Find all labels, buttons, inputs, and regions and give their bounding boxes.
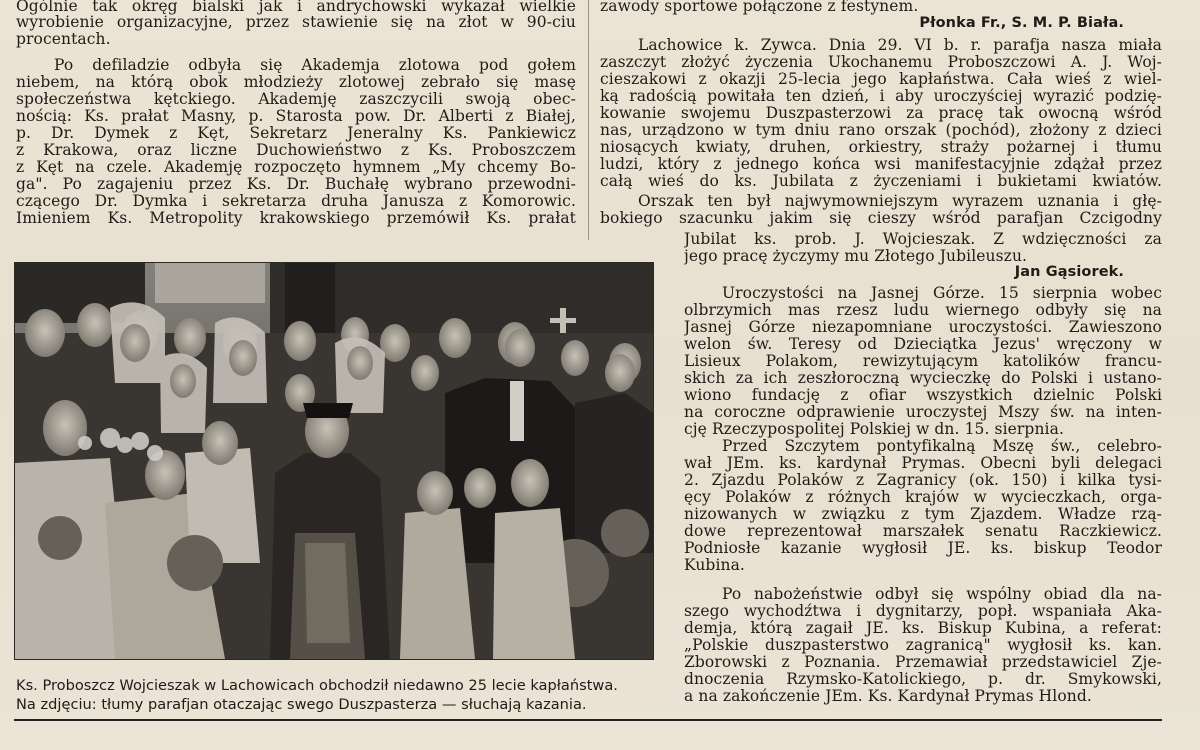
text-line: Ogólnie tak okręg bialski jak i andrychowski wykazał wielkie (16, 0, 576, 15)
text-line: z Kęt na czele. Akademję rozpoczęto hymnem „My chcemy Bo- (16, 159, 576, 176)
text-line: społeczeństwa kętckiego. Akademję zaszczycili swoją obec- (16, 91, 576, 108)
text-line: na coroczne odprawienie uroczystej Mszy św. na inten- (684, 404, 1162, 421)
text-line: Imieniem Ks. Metropolity krakowskiego przemówił Ks. prałat (16, 210, 576, 227)
text-line: czącego Dr. Dymka i sekretarza druha Janusza z Komorowic. (16, 193, 576, 210)
text-line: Po nabożeństwie odbył się wspólny obiad dla na- (722, 586, 1162, 603)
photo-crowd-icon (15, 263, 653, 659)
signature: Jan Gąsiorek. (1014, 264, 1124, 280)
text-line: Podniosłe kazanie wygłosił JE. ks. biskup Teodor (684, 540, 1162, 557)
text-line: zawody sportowe połączone z festynem. (600, 0, 919, 15)
text-line: niebem, na którą obok młodzieży zlotowej zebrało się masę (16, 74, 576, 91)
text-line: ga". Po zagajeniu przez Ks. Dr. Buchałę wybrano przewodni- (16, 176, 576, 193)
text-line: Przed Szczytem pontyfikalną Mszę św., celebro- (722, 438, 1162, 455)
text-line: dnoczenia Rzymsko-Katolickiego, p. dr. Smykowski, (684, 671, 1162, 688)
text-line: cieszakowi z okazji 25-lecia jego kapłaństwa. Cała wieś z wiel- (600, 71, 1162, 88)
text-line: wał JEm. ks. kardynał Prymas. Obecni byli delegaci (684, 455, 1162, 472)
text-line: Jubilat ks. prob. J. Wojcieszak. Z wdzięczności za (684, 231, 1162, 248)
text-line: Orszak ten był najwymowniejszym wyrazem uznania i głę- (638, 193, 1162, 210)
text-line: wyrobienie organizacyjne, przez stawienie się na złot w 90-ciu (16, 14, 576, 31)
text-line: Lachowice k. Żywca. Dnia 29. VI b. r. parafja nasza miała (638, 37, 1162, 54)
text-line: 2. Zjazdu Polaków z Zagranicy (ok. 150) i kilka tysi- (684, 472, 1162, 489)
text-line: dowe reprezentował marszałek senatu Raczkiewicz. (684, 523, 1162, 540)
text-line: Jasnej Górze niezapomniane uroczystości. Zawieszono (684, 319, 1162, 336)
crowd-photo (14, 262, 654, 660)
photo-caption-line2: Na zdjęciu: tłumy parafjan otaczając swego Duszpasterza — słuchają kazania. (16, 696, 587, 713)
text-line: procentach. (16, 31, 111, 48)
photo-caption-line1: Ks. Proboszcz Wojcieszak w Lachowicach obchodził niedawno 25 lecie kapłaństwa. (16, 677, 618, 694)
text-line: cję Rzeczypospolitej Polskiej w dn. 15. sierpnia. (684, 421, 1064, 438)
text-line: szego wychodźtwa i dygnitarzy, popł. wspaniała Aka- (684, 603, 1162, 620)
column-divider (588, 0, 589, 240)
text-line: demja, którą zagaił JE. ks. Biskup Kubina, a referat: (684, 620, 1162, 637)
bottom-rule-left (14, 719, 656, 721)
text-line: wiono fundację z ofiar wszystkich dzielnic Polski (684, 387, 1162, 404)
text-line: zaszczyt złożyć życzenia Ukochanemu Proboszczowi A. J. Woj- (600, 54, 1162, 71)
text-line: bokiego szacunku jakim się cieszy wśród parafjan Czcigodny (600, 210, 1162, 227)
text-line: ludzi, który z jednego końca wsi manifestacyjnie zdążał przez (600, 156, 1162, 173)
text-line: jego pracę życzymy mu Złotego Jubileuszu. (684, 248, 1028, 265)
text-line: Uroczystości na Jasnej Górze. 15 sierpnia wobec (722, 285, 1162, 302)
text-line: p. Dr. Dymek z Kęt, Sekretarz Jeneralny Ks. Pankiewicz (16, 125, 576, 142)
text-line: ęcy Polaków z różnych krajów w wycieczkach, orga- (684, 489, 1162, 506)
text-line: olbrzymich mas rzesz ludu wiernego odbyły się na (684, 302, 1162, 319)
right-column (600, 0, 1162, 720)
text-line: Zborowski z Poznania. Przemawiał przedstawiciel Zje- (684, 654, 1162, 671)
text-line: z Krakowa, oraz liczne Duchowieństwo z Ks. Proboszczem (16, 142, 576, 159)
signature: Płonka Fr., S. M. P. Biała. (919, 15, 1124, 31)
text-line: całą wieś do ks. Jubilata z życzeniami i bukietami kwiatów. (600, 173, 1162, 190)
text-line: ką radością powitała ten dzień, i aby uroczyściej wyrazić podzię- (600, 88, 1162, 105)
text-line: niosących kwiaty, druhen, orkiestry, straży pożarnej i tłumu (600, 139, 1162, 156)
text-line: skich za ich zeszłoroczną wycieczkę do Polski i ustano- (684, 370, 1162, 387)
text-line: nizowanych w związku z tym Zjazdem. Władze rzą- (684, 506, 1162, 523)
left-column (16, 0, 576, 240)
text-line: a na zakończenie JEm. Ks. Kardynał Prymas Hlond. (684, 688, 1092, 705)
text-line: kowanie swojemu Duszpasterzowi za pracę tak owocną wśród (600, 105, 1162, 122)
text-line: Lisieux Polakom, rewizytującym katolików francu- (684, 353, 1162, 370)
text-line: nas, urządzono w tym dniu rano orszak (pochód), złożony z dzieci (600, 122, 1162, 139)
text-line: Kubina. (684, 557, 745, 574)
text-line: Po defiladzie odbyła się Akademja zlotowa pod gołem (54, 57, 576, 74)
text-line: welon św. Teresy od Dzieciątka Jezus' wręczony w (684, 336, 1162, 353)
text-line: nością: Ks. prałat Masny, p. Starosta pow. Dr. Alberti z Białej, (16, 108, 576, 125)
text-line: „Polskie duszpasterstwo zagranicą" wygłosił ks. kan. (684, 637, 1162, 654)
